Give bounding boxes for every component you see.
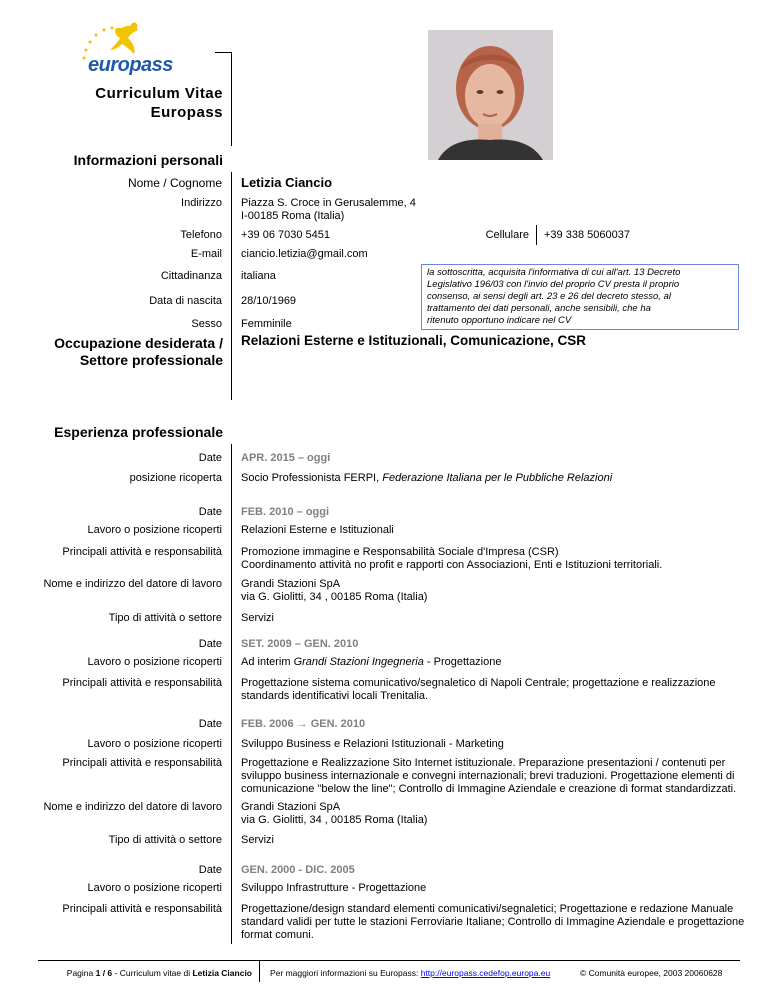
- e2-date: FEB. 2010 – oggi: [241, 506, 330, 518]
- e4-activities-line1: Progettazione e Realizzazione Sito Internet istituzionale. Preparazione presentazioni / contenuti per: [241, 757, 726, 769]
- e4-employer-address: via G. Giolitti, 34 , 00185 Roma (Italia): [241, 814, 428, 826]
- cv-title-line1: Curriculum Vitae: [95, 85, 223, 102]
- europass-logo: [78, 20, 208, 80]
- footer-info: [270, 968, 550, 978]
- mobile-value: +39 338 5060037: [544, 229, 630, 241]
- e3-activities-line2: standards identificativi locali Trenitalia.: [241, 690, 429, 702]
- e4-activities-line2: sviluppo business internazionale e convegni internazionali; brevi traduzioni. Progettazione elementi di: [241, 770, 735, 782]
- e4-date: FEB. 2006 → GEN. 2010: [241, 718, 366, 730]
- e2-date-label: Date: [198, 506, 222, 518]
- desired-divider: [231, 336, 232, 400]
- e2-activities-line2: Coordinamento attività no profit e rapporti con Associazioni, Enti e Istituzioni territoriali.: [241, 559, 663, 571]
- e4-sector: Servizi: [241, 834, 275, 846]
- e2-job-label: Lavoro o posizione ricoperti: [87, 524, 222, 536]
- section-title-experience: Esperienza professionale: [54, 424, 223, 440]
- e4-job: Sviluppo Business e Relazioni Istituzionali - Marketing: [241, 738, 504, 750]
- e1-date: APR. 2015 – oggi: [241, 452, 331, 464]
- e2-employer-name: Grandi Stazioni SpA: [241, 578, 341, 590]
- footer-page-a: Pagina: [66, 968, 96, 978]
- footer-rule: [38, 960, 740, 961]
- birthdate-value: 28/10/1969: [241, 295, 297, 307]
- e5-job-label: Lavoro o posizione ricoperti: [87, 882, 222, 894]
- e3-job-label: Lavoro o posizione ricoperti: [87, 656, 222, 668]
- e2-activities-label: Principali attività e responsabilità: [62, 546, 222, 558]
- e3-date: SET. 2009 – GEN. 2010: [241, 638, 359, 650]
- mobile-label: Cellulare: [485, 229, 529, 241]
- cv-title-line2: Europass: [150, 104, 223, 121]
- e3-job-b: Grandi Stazioni Ingegneria: [293, 656, 424, 668]
- e1-position-org: Federazione Italiana per le Pubbliche Relazioni: [382, 472, 613, 484]
- privacy-line3: consenso, ai sensi degli art. 23 e 26 del decreto stesso, al: [427, 291, 671, 302]
- e4-sector-label: Tipo di attività o settore: [108, 834, 222, 846]
- footer-page-name: Letizia Ciancio: [192, 968, 252, 978]
- mobile-divider: [536, 225, 537, 245]
- header-corner-line: [215, 52, 231, 53]
- e2-activities-line1: Promozione immagine e Responsabilità Sociale d'Impresa (CSR): [241, 546, 559, 558]
- footer-page-b: - Curriculum vitae di: [112, 968, 193, 978]
- e4-employer-name: Grandi Stazioni SpA: [241, 801, 341, 813]
- e1-date-label: Date: [198, 452, 222, 464]
- e4-job-label: Lavoro o posizione ricoperti: [87, 738, 222, 750]
- logo-pass: pass: [129, 54, 173, 76]
- desired-occupation-label: [54, 335, 223, 369]
- e2-sector: Servizi: [241, 612, 275, 624]
- header-divider: [231, 52, 232, 146]
- phone-label: Telefono: [180, 229, 222, 241]
- citizenship-label: Cittadinanza: [160, 270, 222, 282]
- desired-occupation-value: Relazioni Esterne e Istituzionali, Comunicazione, CSR: [241, 333, 587, 348]
- email-label: E-mail: [190, 248, 222, 260]
- e3-date-label: Date: [198, 638, 222, 650]
- address-line1: Piazza S. Croce in Gerusalemme, 4: [241, 197, 416, 209]
- privacy-line2: Legislativo 196/03 con l'invio del proprio CV presta il proprio: [427, 279, 680, 290]
- e1-position: [241, 472, 612, 484]
- address-label: Indirizzo: [181, 197, 222, 209]
- footer-copyright: © Comunità europee, 2003 20060628: [580, 968, 723, 978]
- email-value[interactable]: ciancio.letizia@gmail.com: [241, 248, 368, 260]
- birthdate-label: Data di nascita: [149, 295, 222, 307]
- sex-value: Femminile: [241, 318, 292, 330]
- e4-activities-label: Principali attività e responsabilità: [62, 757, 222, 769]
- e3-job-c: - Progettazione: [423, 656, 502, 668]
- e3-activities-label: Principali attività e responsabilità: [62, 677, 222, 689]
- section-title-personal: Informazioni personali: [73, 152, 223, 168]
- e5-activities-line1: Progettazione/design standard elementi comunicativi/segnaletici; Progettazione e redazione Manuale: [241, 903, 734, 915]
- footer-info-text: Per maggiori informazioni su Europass:: [270, 968, 421, 978]
- e4-date-label: Date: [198, 718, 222, 730]
- desired-label-line2: Settore professionale: [79, 352, 223, 368]
- footer-info-link[interactable]: http://europass.cedefop.europa.eu: [420, 968, 551, 978]
- e5-job: Sviluppo Infrastrutture - Progettazione: [241, 882, 427, 894]
- e3-job: [241, 656, 501, 668]
- e1-position-label: posizione ricoperta: [129, 472, 222, 484]
- cv-title: [95, 84, 223, 122]
- e4-activities-line3: comunicazione "below the line"; Controllo di Immagine Aziendale e creazione di format standardizzati.: [241, 783, 737, 795]
- e4-employer-label: Nome e indirizzo del datore di lavoro: [43, 801, 222, 813]
- e1-position-role: Socio Professionista FERPI,: [241, 472, 383, 484]
- europass-logo-text: [88, 54, 173, 77]
- logo-euro: euro: [88, 54, 130, 76]
- e2-employer-address: via G. Giolitti, 34 , 00185 Roma (Italia): [241, 591, 428, 603]
- sex-label: Sesso: [191, 318, 222, 330]
- full-name: Letizia Ciancio: [241, 175, 333, 190]
- e3-activities-line1: Progettazione sistema comunicativo/segnaletico di Napoli Centrale; progettazione e realizzazione: [241, 677, 716, 689]
- privacy-line4: trattamento dei dati personali, anche sensibili, che ha: [427, 303, 651, 314]
- e5-date: GEN. 2000 - DIC. 2005: [241, 864, 355, 876]
- e5-date-label: Date: [198, 864, 222, 876]
- e2-sector-label: Tipo di attività o settore: [108, 612, 222, 624]
- e2-employer-label: Nome e indirizzo del datore di lavoro: [43, 578, 222, 590]
- privacy-consent-box: [421, 264, 739, 330]
- profile-photo: [428, 30, 553, 160]
- name-label: Nome / Cognome: [127, 176, 222, 190]
- e2-job: Relazioni Esterne e Istituzionali: [241, 524, 394, 536]
- e5-activities-label: Principali attività e responsabilità: [62, 903, 222, 915]
- e5-activities-line2: standard validi per tutte le stazioni Ferroviarie Italiane; Controllo di Immagine Aziendale e progettazione: [241, 916, 745, 928]
- phone-value: +39 06 7030 5451: [241, 229, 331, 241]
- privacy-line5: ritenuto opportuno indicare nel CV: [427, 315, 572, 326]
- experience-divider: [231, 444, 232, 944]
- footer-page-num: 1 / 6: [95, 968, 113, 978]
- privacy-line1: la sottoscritta, acquisita l'informativa di cui all'art. 13 Decreto: [427, 267, 681, 278]
- e5-activities-line3: format comuni.: [241, 929, 314, 941]
- footer-page-info: [67, 968, 252, 978]
- desired-label-line1: Occupazione desiderata /: [54, 335, 223, 351]
- footer-divider: [259, 960, 260, 982]
- citizenship-value: italiana: [241, 270, 276, 282]
- address-line2: I-00185 Roma (Italia): [241, 210, 345, 222]
- e3-job-a: Ad interim: [241, 656, 294, 668]
- personal-divider: [231, 172, 232, 336]
